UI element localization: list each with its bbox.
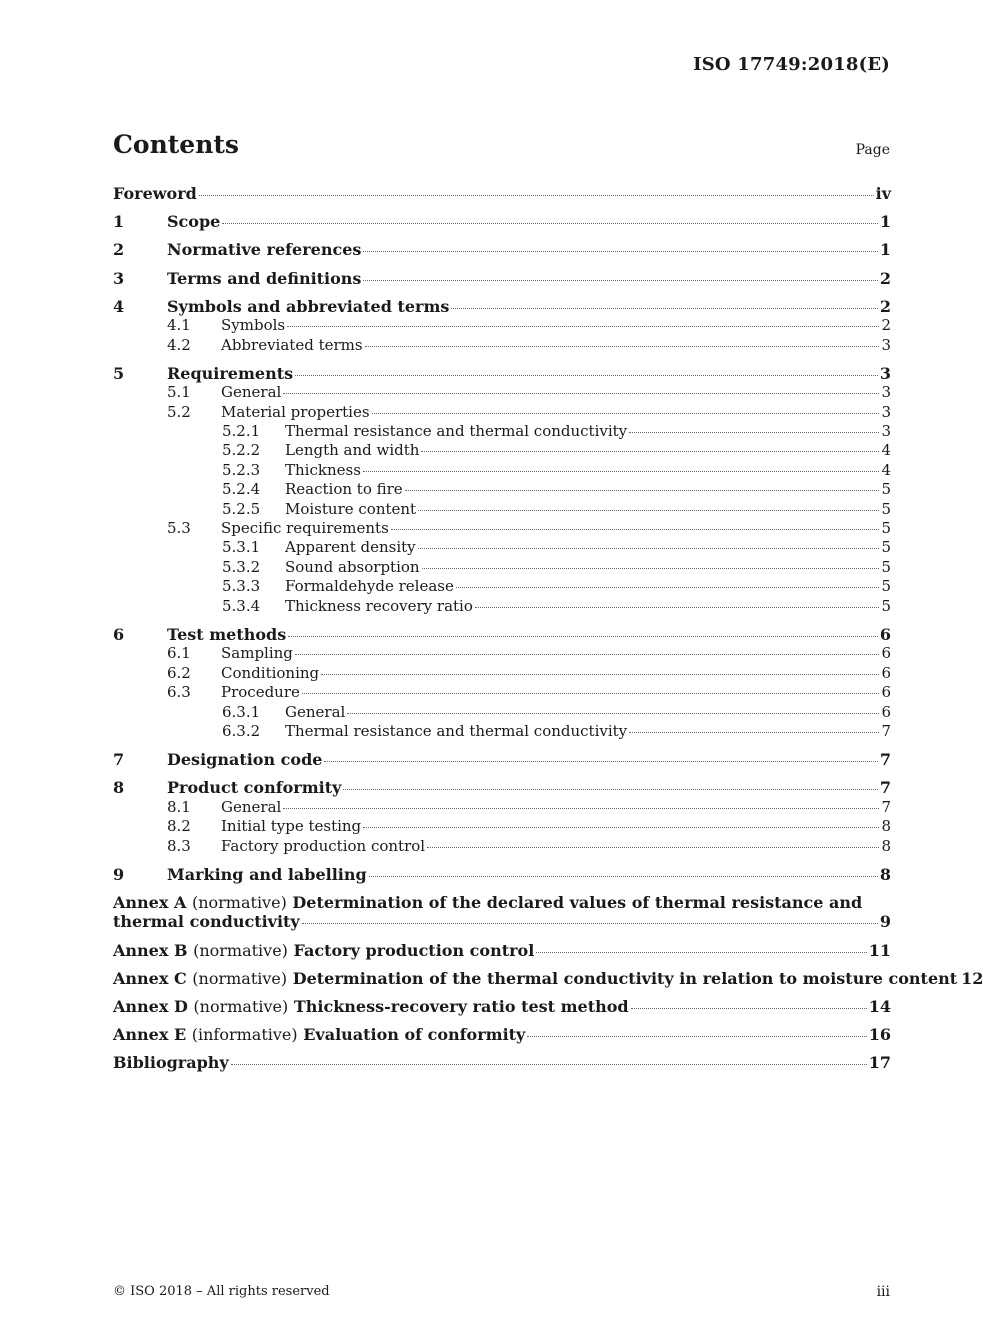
toc-page-number: 8 — [879, 864, 891, 884]
dot-leader — [427, 847, 879, 848]
toc-entry[interactable] — [113, 577, 891, 596]
toc-title: Symbols and abbreviated terms — [167, 296, 450, 316]
toc-title: Reaction to fire — [285, 480, 403, 499]
toc-entry-annex-b[interactable] — [113, 941, 891, 960]
toc-page-number: iv — [875, 184, 891, 203]
toc-title: Material properties — [221, 402, 370, 421]
toc-entry[interactable] — [113, 538, 891, 557]
toc-number: 2 — [113, 240, 125, 260]
toc-number: 1 — [113, 212, 125, 232]
toc-number: 5.1 — [167, 383, 191, 402]
dot-leader — [302, 693, 880, 694]
toc-number: 6.3.2 — [222, 721, 261, 740]
dot-leader — [295, 654, 880, 655]
toc-title: Conditioning — [221, 663, 320, 682]
annex-label: Annex D — [113, 996, 188, 1016]
toc-number: 5.2.5 — [222, 499, 261, 518]
toc-title: Factory production control — [221, 836, 426, 855]
toc-number: 5 — [113, 363, 125, 383]
toc-entry-annex-c[interactable] — [113, 968, 983, 988]
toc-entry[interactable] — [113, 644, 891, 663]
dot-leader — [324, 761, 877, 762]
annex-title-line2: thermal conductivity — [113, 912, 300, 932]
dot-leader — [321, 674, 879, 675]
toc-entry-annex-d[interactable] — [113, 997, 891, 1016]
toc-title: Thickness recovery ratio — [285, 596, 473, 615]
toc-number: 7 — [113, 750, 125, 770]
toc-number: 6.3 — [167, 683, 191, 702]
dot-leader — [283, 393, 879, 394]
annex-label: Annex C — [113, 968, 187, 988]
toc-entry[interactable] — [113, 664, 891, 683]
toc-entry[interactable] — [113, 597, 891, 616]
toc-page-number: 3 — [881, 383, 891, 402]
toc-title: General — [221, 383, 282, 402]
toc-number: 5.3.1 — [222, 538, 261, 557]
toc-number: 8.1 — [167, 797, 191, 816]
dot-leader — [295, 375, 878, 376]
toc-entry[interactable] — [113, 683, 891, 702]
toc-page-number: 3 — [881, 402, 891, 421]
toc-number: 6.3.1 — [222, 702, 261, 721]
dot-leader — [527, 1036, 866, 1037]
toc-title: Length and width — [285, 441, 420, 460]
page-title: Contents — [113, 130, 240, 159]
dot-leader — [365, 346, 880, 347]
toc-title: Normative references — [167, 240, 362, 260]
toc-title: Procedure — [221, 683, 300, 702]
toc-entry[interactable] — [113, 212, 891, 231]
toc-page-number: 5 — [881, 538, 891, 557]
toc-page-number: 9 — [879, 912, 891, 932]
dot-leader — [631, 1008, 867, 1009]
dot-leader — [347, 713, 879, 714]
dot-leader — [629, 432, 879, 433]
annex-a-line1 — [113, 893, 891, 912]
toc-page-number: 3 — [879, 363, 891, 383]
footer-page-number: iii — [876, 1284, 890, 1300]
toc-entry[interactable] — [113, 403, 891, 422]
toc-number: 5.3 — [167, 519, 191, 538]
dot-leader — [343, 789, 877, 790]
toc-title: Thermal resistance and thermal conductivity — [285, 721, 628, 740]
toc-title: General — [285, 702, 346, 721]
table-of-contents — [113, 184, 983, 1073]
toc-page-number: 1 — [879, 240, 891, 260]
dot-leader — [372, 413, 880, 414]
toc-page-number: 7 — [879, 750, 891, 770]
toc-page-number: 6 — [881, 683, 891, 702]
toc-page-number: 7 — [881, 721, 891, 740]
toc-title: Apparent density — [285, 538, 416, 557]
toc-page-number: 1 — [879, 212, 891, 232]
toc-entry[interactable] — [113, 336, 891, 355]
annex-title: Determination of the thermal conductivity in relation to moisture content — [292, 968, 958, 988]
toc-page-number: 6 — [881, 663, 891, 682]
toc-page-number: 16 — [868, 1025, 891, 1045]
dot-leader — [536, 952, 866, 953]
toc-number: 4.1 — [167, 316, 191, 335]
dot-leader — [363, 280, 877, 281]
annex-title: Factory production control — [293, 940, 535, 960]
toc-entry[interactable] — [113, 461, 891, 480]
toc-entry[interactable] — [113, 269, 891, 288]
copyright-footer: © ISO 2018 – All rights reserved — [113, 1284, 330, 1299]
toc-page-number: 5 — [881, 577, 891, 596]
toc-entry[interactable] — [113, 441, 891, 460]
annex-label: Annex E — [113, 1025, 187, 1045]
toc-entry[interactable] — [113, 625, 891, 644]
toc-page-number: 11 — [868, 940, 891, 960]
toc-number: 5.3.3 — [222, 577, 261, 596]
toc-entry[interactable] — [113, 519, 891, 538]
toc-title: Foreword — [113, 184, 197, 203]
toc-number: 5.3.4 — [222, 596, 261, 615]
dot-leader — [451, 308, 877, 309]
toc-entry[interactable] — [113, 703, 891, 722]
toc-number: 6 — [113, 624, 125, 644]
toc-entry-bibliography[interactable] — [113, 1053, 891, 1072]
toc-number: 8.3 — [167, 836, 191, 855]
dot-leader — [418, 548, 880, 549]
toc-entry[interactable] — [113, 383, 891, 402]
toc-number: 5.2.1 — [222, 422, 261, 441]
toc-page-number: 6 — [879, 624, 891, 644]
toc-page-number: 5 — [881, 499, 891, 518]
toc-title: Test methods — [167, 624, 287, 644]
toc-entry[interactable] — [113, 837, 891, 856]
dot-leader — [405, 490, 880, 491]
toc-page-number: 17 — [868, 1053, 891, 1073]
toc-title: Symbols — [221, 316, 286, 335]
annex-kind: (normative) — [193, 940, 288, 960]
dot-leader — [629, 732, 879, 733]
toc-page-number: 6 — [881, 644, 891, 663]
toc-title: Initial type testing — [221, 817, 362, 836]
toc-title: Scope — [167, 212, 221, 232]
toc-number: 5.2 — [167, 402, 191, 421]
toc-title: Bibliography — [113, 1053, 229, 1073]
dot-leader — [363, 251, 877, 252]
dot-leader — [369, 876, 878, 877]
toc-entry[interactable] — [113, 184, 891, 203]
dot-leader — [418, 510, 879, 511]
dot-leader — [287, 326, 879, 327]
annex-kind: (normative) — [191, 892, 287, 912]
toc-entry[interactable] — [113, 480, 891, 499]
toc-title: Sound absorption — [285, 557, 420, 576]
toc-number: 4 — [113, 296, 125, 316]
toc-entry[interactable] — [113, 500, 891, 519]
dot-leader — [222, 223, 878, 224]
toc-page-number: 2 — [879, 296, 891, 316]
toc-entry[interactable] — [113, 558, 891, 577]
toc-page-number: 3 — [881, 335, 891, 354]
annex-label: Annex A — [113, 892, 187, 912]
toc-number: 9 — [113, 864, 125, 884]
toc-title: Moisture content — [285, 499, 417, 518]
toc-title: Sampling — [221, 644, 293, 663]
toc-title: Thickness — [285, 460, 361, 479]
toc-page-number: 8 — [881, 817, 891, 836]
annex-a-line2 — [113, 912, 891, 931]
dot-leader — [283, 808, 879, 809]
toc-page-number: 5 — [881, 480, 891, 499]
dot-leader — [421, 451, 879, 452]
dot-leader — [363, 471, 880, 472]
dot-leader — [475, 607, 880, 608]
toc-page-number: 2 — [879, 268, 891, 288]
toc-title: Marking and labelling — [167, 864, 367, 884]
dot-leader — [199, 195, 874, 196]
toc-page-number: 7 — [881, 797, 891, 816]
toc-entry[interactable] — [113, 865, 891, 884]
standard-id: ISO 17749:2018(E) — [693, 54, 890, 75]
toc-entry[interactable] — [113, 364, 891, 383]
toc-entries — [113, 184, 891, 884]
toc-title: Designation code — [167, 750, 323, 770]
annex-label: Annex B — [113, 940, 188, 960]
toc-entry[interactable] — [113, 422, 891, 441]
annex-kind: (normative) — [192, 968, 288, 988]
toc-title: Abbreviated terms — [221, 335, 363, 354]
dot-leader — [456, 587, 880, 588]
toc-page-number: 6 — [881, 702, 891, 721]
dot-leader — [363, 827, 879, 828]
dot-leader — [302, 923, 878, 924]
annex-title: Thickness-recovery ratio test method — [293, 996, 629, 1016]
toc-entry[interactable] — [113, 750, 891, 769]
toc-page-number: 12 — [961, 968, 983, 988]
toc-page-number: 2 — [881, 316, 891, 335]
toc-entry-annex-a[interactable] — [113, 893, 891, 932]
toc-page-number: 4 — [881, 441, 891, 460]
toc-number: 8.2 — [167, 817, 191, 836]
toc-number: 5.2.4 — [222, 480, 261, 499]
toc-entry[interactable] — [113, 316, 891, 335]
toc-entry[interactable] — [113, 817, 891, 836]
dot-leader — [391, 529, 880, 530]
toc-number: 5.3.2 — [222, 557, 261, 576]
dot-leader — [231, 1064, 867, 1065]
toc-number: 8 — [113, 778, 125, 798]
toc-entry[interactable] — [113, 778, 891, 797]
annex-title-line1: Determination of the declared values of thermal resistance and — [292, 892, 863, 912]
page-column-label: Page — [855, 142, 890, 158]
toc-page-number: 3 — [881, 422, 891, 441]
toc-title: Product conformity — [167, 778, 342, 798]
toc-entry[interactable] — [113, 240, 891, 259]
toc-title: Formaldehyde release — [285, 577, 454, 596]
toc-page-number: 5 — [881, 557, 891, 576]
toc-entry[interactable] — [113, 722, 891, 741]
toc-number: 5.2.2 — [222, 441, 261, 460]
toc-number: 6.2 — [167, 663, 191, 682]
toc-entry-annex-e[interactable] — [113, 1025, 891, 1044]
annex-kind: (normative) — [193, 996, 289, 1016]
toc-page-number: 5 — [881, 519, 891, 538]
dot-leader — [422, 568, 880, 569]
toc-number: 6.1 — [167, 644, 191, 663]
annex-kind: (informative) — [191, 1025, 298, 1045]
toc-entry[interactable] — [113, 297, 891, 316]
toc-title: Thermal resistance and thermal conductivity — [285, 422, 628, 441]
toc-number: 5.2.3 — [222, 460, 261, 479]
toc-number: 4.2 — [167, 335, 191, 354]
toc-title: General — [221, 797, 282, 816]
toc-page-number: 8 — [881, 836, 891, 855]
toc-page-number: 5 — [881, 596, 891, 615]
dot-leader — [288, 636, 878, 637]
toc-entry[interactable] — [113, 798, 891, 817]
toc-title: Specific requirements — [221, 519, 389, 538]
annex-title: Evaluation of conformity — [303, 1025, 526, 1045]
toc-page-number: 4 — [881, 460, 891, 479]
toc-page-number: 14 — [868, 996, 891, 1016]
toc-title: Requirements — [167, 363, 294, 383]
toc-number: 3 — [113, 268, 125, 288]
toc-page-number: 7 — [879, 778, 891, 798]
toc-title: Terms and definitions — [167, 268, 362, 288]
